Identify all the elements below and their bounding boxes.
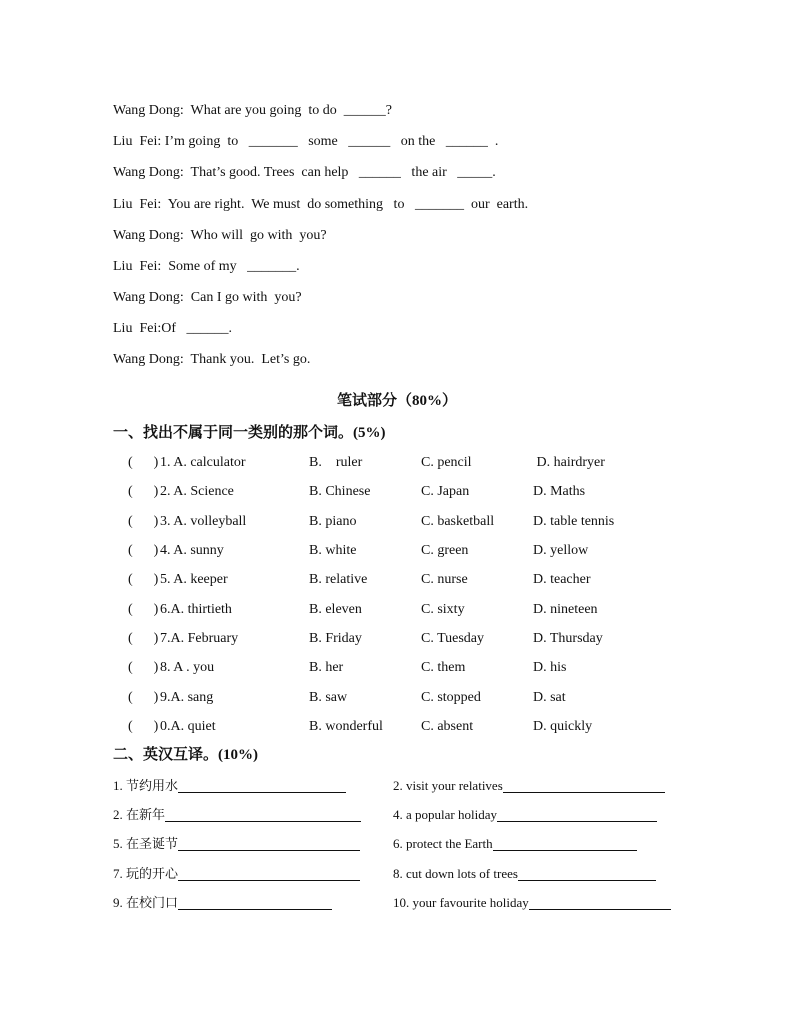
translation-item	[113, 835, 360, 853]
option-d: D. Thursday	[533, 631, 603, 646]
option-a: 7.A. February	[160, 631, 239, 646]
translation-prompt: 1. 节约用水	[113, 778, 179, 793]
option-d: D. nineteen	[533, 602, 598, 617]
option-c: C. sixty	[421, 602, 465, 617]
option-d: D. his	[533, 660, 567, 675]
option-d: D. teacher	[533, 572, 591, 587]
answer-blank[interactable]: ( )	[128, 719, 159, 734]
dialogue-line-5: Wang Dong: Who will go with you?	[113, 228, 327, 243]
answer-blank[interactable]: ( )	[128, 484, 159, 499]
option-d: D. table tennis	[533, 514, 615, 529]
option-c: C. them	[421, 660, 466, 675]
option-b: B. Chinese	[309, 484, 371, 499]
translation-prompt: 6. protect the Earth	[393, 836, 493, 851]
translation-item	[393, 894, 671, 912]
translation-prompt: 10. your favourite holiday	[393, 895, 529, 910]
option-a: 0.A. quiet	[160, 719, 216, 734]
option-a: 8. A . you	[160, 660, 215, 675]
option-b: B. her	[309, 660, 344, 675]
translation-prompt: 9. 在校门口	[113, 895, 179, 910]
question-row	[0, 718, 794, 736]
answer-line[interactable]	[178, 866, 360, 881]
section1-heading: 一、找出不属于同一类别的那个词。(5%)	[113, 425, 386, 441]
answer-line[interactable]	[497, 807, 657, 822]
translation-item	[113, 894, 332, 912]
option-b: B. relative	[309, 572, 368, 587]
option-a: 5. A. keeper	[160, 572, 228, 587]
dialogue-line-3: Wang Dong: That’s good. Trees can help ______ the air _____.	[113, 165, 496, 180]
option-c: C. stopped	[421, 690, 481, 705]
answer-blank[interactable]: ( )	[128, 572, 159, 587]
option-b: B. ruler	[309, 455, 363, 470]
translation-item	[113, 777, 346, 795]
option-d: D. quickly	[533, 719, 593, 734]
question-row	[0, 483, 794, 501]
question-row	[0, 689, 794, 707]
answer-blank[interactable]: ( )	[128, 514, 159, 529]
question-row	[0, 659, 794, 677]
translation-prompt: 7. 玩的开心	[113, 866, 179, 881]
translation-item	[393, 806, 657, 824]
dialogue-line-1: Wang Dong: What are you going to do ______?	[113, 103, 392, 118]
translation-item	[393, 865, 656, 883]
question-row	[0, 513, 794, 531]
translation-item	[113, 865, 360, 883]
answer-line[interactable]	[178, 778, 346, 793]
section2-heading: 二、英汉互译。(10%)	[113, 747, 258, 763]
option-c: C. Japan	[421, 484, 470, 499]
translation-prompt: 5. 在圣诞节	[113, 836, 179, 851]
answer-line[interactable]	[178, 895, 332, 910]
dialogue-line-2: Liu Fei: I’m going to _______ some ______ on the ______ .	[113, 134, 499, 149]
question-row	[0, 630, 794, 648]
option-b: B. white	[309, 543, 357, 558]
dialogue-line-4: Liu Fei: You are right. We must do something to _______ our earth.	[113, 197, 529, 212]
dialogue-line-8: Liu Fei:Of ______.	[113, 321, 232, 336]
answer-blank[interactable]: ( )	[128, 660, 159, 675]
option-d: D. Maths	[533, 484, 586, 499]
dialogue-line-9: Wang Dong: Thank you. Let’s go.	[113, 352, 311, 367]
question-row	[0, 601, 794, 619]
answer-blank[interactable]: ( )	[128, 690, 159, 705]
option-b: B. piano	[309, 514, 357, 529]
answer-line[interactable]	[178, 836, 360, 851]
option-b: B. wonderful	[309, 719, 383, 734]
option-c: C. basketball	[421, 514, 495, 529]
question-row	[0, 571, 794, 589]
dialogue-line-7: Wang Dong: Can I go with you?	[113, 290, 302, 305]
translation-item	[393, 777, 665, 795]
translation-item	[113, 806, 361, 824]
option-a: 6.A. thirtieth	[160, 602, 232, 617]
written-part-title: 笔试部分（80%）	[336, 393, 457, 409]
option-b: B. saw	[309, 690, 348, 705]
option-b: B. eleven	[309, 602, 362, 617]
translation-item	[393, 835, 637, 853]
option-c: C. nurse	[421, 572, 468, 587]
question-row	[0, 542, 794, 560]
option-a: 2. A. Science	[160, 484, 234, 499]
question-row	[0, 454, 794, 472]
dialogue-line-6: Liu Fei: Some of my _______.	[113, 259, 300, 274]
translation-prompt: 8. cut down lots of trees	[393, 866, 518, 881]
option-b: B. Friday	[309, 631, 362, 646]
translation-prompt: 2. visit your relatives	[393, 778, 503, 793]
answer-blank[interactable]: ( )	[128, 602, 159, 617]
answer-line[interactable]	[165, 807, 361, 822]
answer-blank[interactable]: ( )	[128, 455, 159, 470]
option-c: C. absent	[421, 719, 474, 734]
option-c: C. green	[421, 543, 469, 558]
answer-line[interactable]	[503, 778, 665, 793]
option-d: D. yellow	[533, 543, 589, 558]
option-c: C. pencil	[421, 455, 472, 470]
option-a: 1. A. calculator	[160, 455, 246, 470]
answer-line[interactable]	[529, 895, 671, 910]
answer-line[interactable]	[518, 866, 656, 881]
answer-blank[interactable]: ( )	[128, 543, 159, 558]
option-a: 4. A. sunny	[160, 543, 224, 558]
translation-prompt: 4. a popular holiday	[393, 807, 497, 822]
answer-blank[interactable]: ( )	[128, 631, 159, 646]
answer-line[interactable]	[493, 836, 637, 851]
translation-prompt: 2. 在新年	[113, 807, 166, 822]
option-d: D. hairdryer	[533, 455, 605, 470]
option-c: C. Tuesday	[421, 631, 485, 646]
option-a: 9.A. sang	[160, 690, 214, 705]
option-a: 3. A. volleyball	[160, 514, 247, 529]
option-d: D. sat	[533, 690, 566, 705]
